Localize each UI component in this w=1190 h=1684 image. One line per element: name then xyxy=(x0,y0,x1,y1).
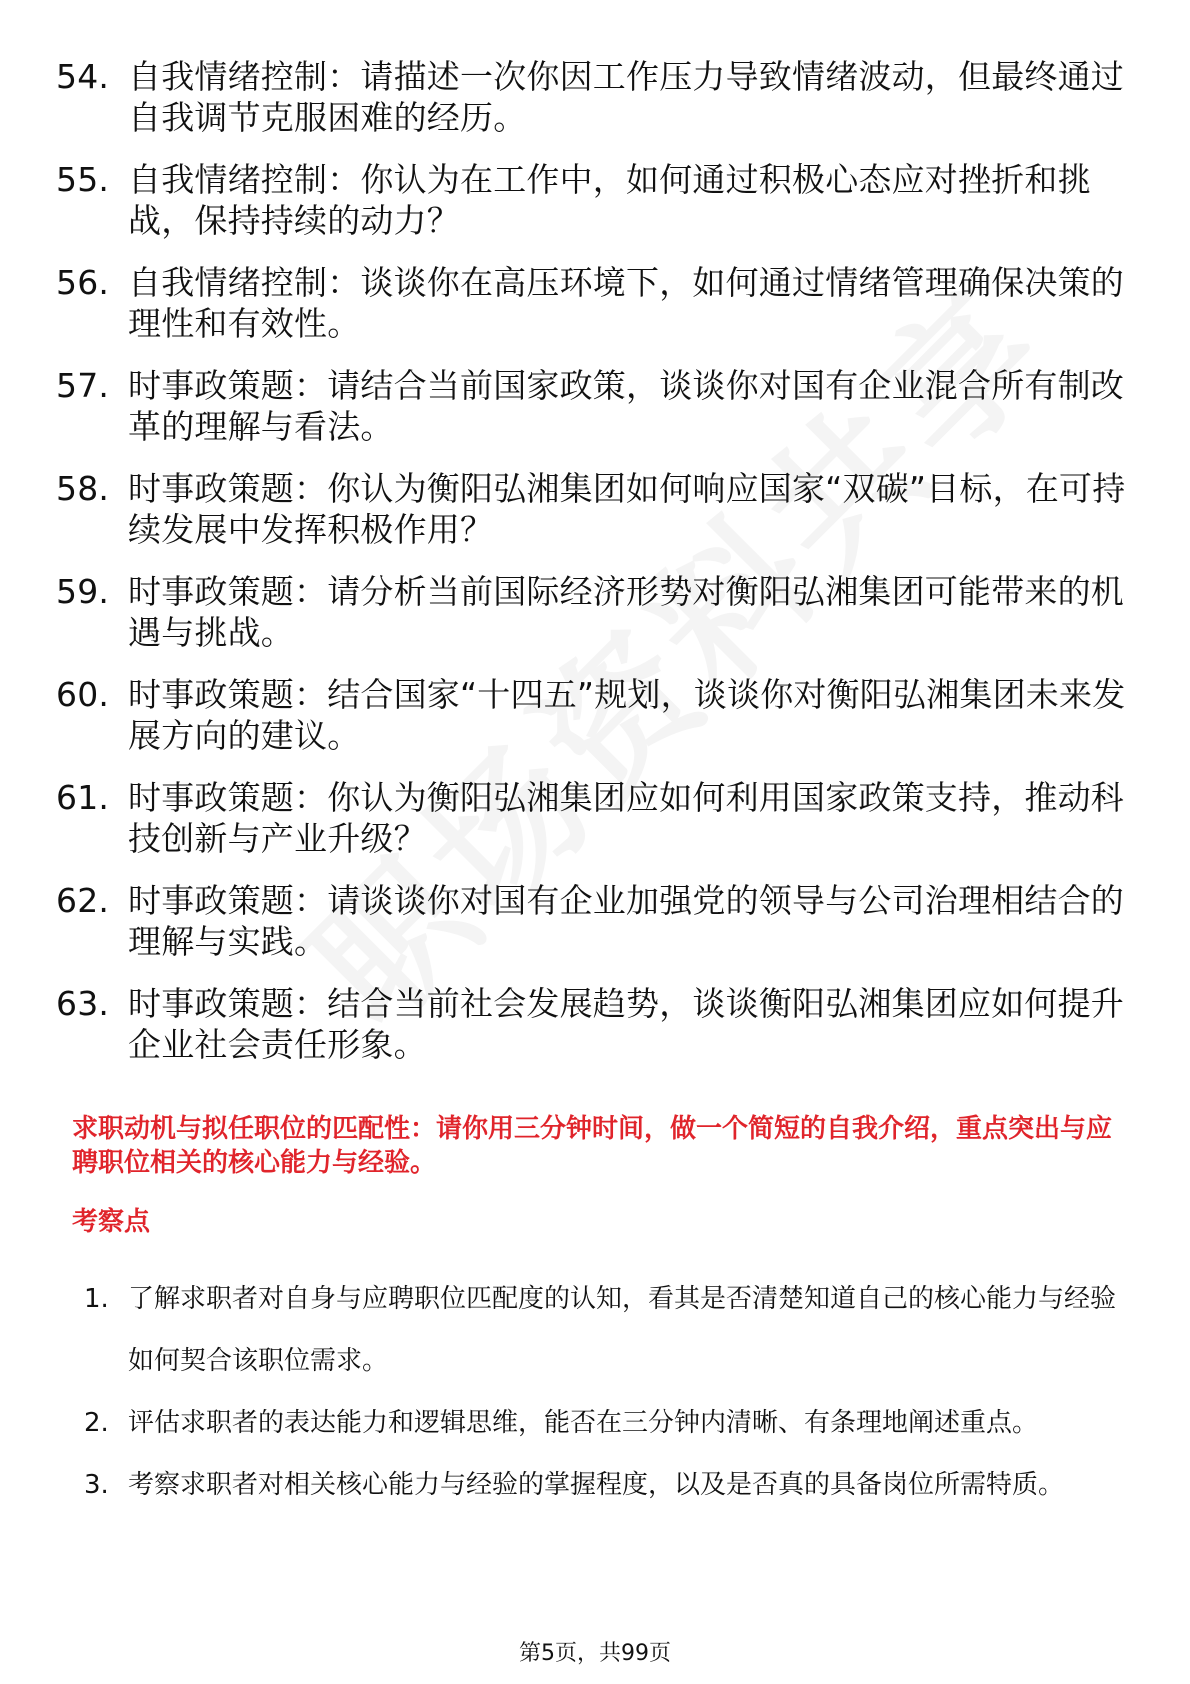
point-number: 1. xyxy=(84,1284,109,1314)
question-item xyxy=(56,365,1126,447)
question-item xyxy=(56,571,1126,653)
question-number: 60. xyxy=(56,675,110,714)
question-item xyxy=(56,262,1126,344)
question-item xyxy=(56,880,1126,962)
question-text: 自我情绪控制：请描述一次你因工作压力导致情绪波动，但最终通过自我调节克服困难的经历。 xyxy=(128,57,1124,137)
assessment-points-heading: 考察点 xyxy=(72,1207,151,1237)
point-number: 2. xyxy=(84,1408,109,1438)
question-item xyxy=(56,674,1126,756)
question-item xyxy=(56,983,1126,1065)
assessment-point xyxy=(84,1392,1124,1454)
question-number: 58. xyxy=(56,469,110,508)
question-text: 时事政策题：你认为衡阳弘湘集团如何响应国家“双碳”目标，在可持续发展中发挥积极作用？ xyxy=(128,469,1126,549)
question-number: 59. xyxy=(56,572,110,611)
question-text: 时事政策题：结合当前社会发展趋势，谈谈衡阳弘湘集团应如何提升企业社会责任形象。 xyxy=(128,984,1124,1064)
assessment-point xyxy=(84,1268,1124,1392)
question-item xyxy=(56,159,1126,241)
assessment-points-list xyxy=(84,1268,1124,1516)
question-text: 时事政策题：结合国家“十四五”规划，谈谈你对衡阳弘湘集团未来发展方向的建议。 xyxy=(128,675,1126,755)
question-item xyxy=(56,56,1126,138)
question-text: 自我情绪控制：你认为在工作中，如何通过积极心态应对挫折和挑战，保持持续的动力？ xyxy=(128,160,1091,240)
question-number: 56. xyxy=(56,263,110,302)
question-number: 55. xyxy=(56,160,110,199)
point-text: 了解求职者对自身与应聘职位匹配度的认知，看其是否清楚知道自己的核心能力与经验如何契合该职位需求。 xyxy=(128,1284,1117,1376)
question-text: 时事政策题：请结合当前国家政策，谈谈你对国有企业混合所有制改革的理解与看法。 xyxy=(128,366,1124,446)
question-number: 54. xyxy=(56,57,110,96)
point-text: 考察求职者对相关核心能力与经验的掌握程度，以及是否真的具备岗位所需特质。 xyxy=(128,1470,1065,1500)
question-number: 62. xyxy=(56,881,110,920)
section-heading: 求职动机与拟任职位的匹配性：请你用三分钟时间，做一个简短的自我介绍，重点突出与应聘职位相关的核心能力与经验。 xyxy=(72,1114,1113,1178)
question-text: 自我情绪控制：谈谈你在高压环境下，如何通过情绪管理确保决策的理性和有效性。 xyxy=(128,263,1124,343)
point-text: 评估求职者的表达能力和逻辑思维，能否在三分钟内清晰、有条理地阐述重点。 xyxy=(128,1408,1039,1438)
point-number: 3. xyxy=(84,1470,109,1500)
page-footer: 第5页，共99页 xyxy=(519,1641,671,1666)
question-text: 时事政策题：请谈谈你对国有企业加强党的领导与公司治理相结合的理解与实践。 xyxy=(128,881,1124,961)
question-number: 61. xyxy=(56,778,110,817)
question-list xyxy=(56,56,1126,1086)
question-text: 时事政策题：请分析当前国际经济形势对衡阳弘湘集团可能带来的机遇与挑战。 xyxy=(128,572,1124,652)
question-item xyxy=(56,468,1126,550)
question-number: 57. xyxy=(56,366,110,405)
question-item xyxy=(56,777,1126,859)
assessment-point xyxy=(84,1454,1124,1516)
question-number: 63. xyxy=(56,984,110,1023)
question-text: 时事政策题：你认为衡阳弘湘集团应如何利用国家政策支持，推动科技创新与产业升级？ xyxy=(128,778,1124,858)
